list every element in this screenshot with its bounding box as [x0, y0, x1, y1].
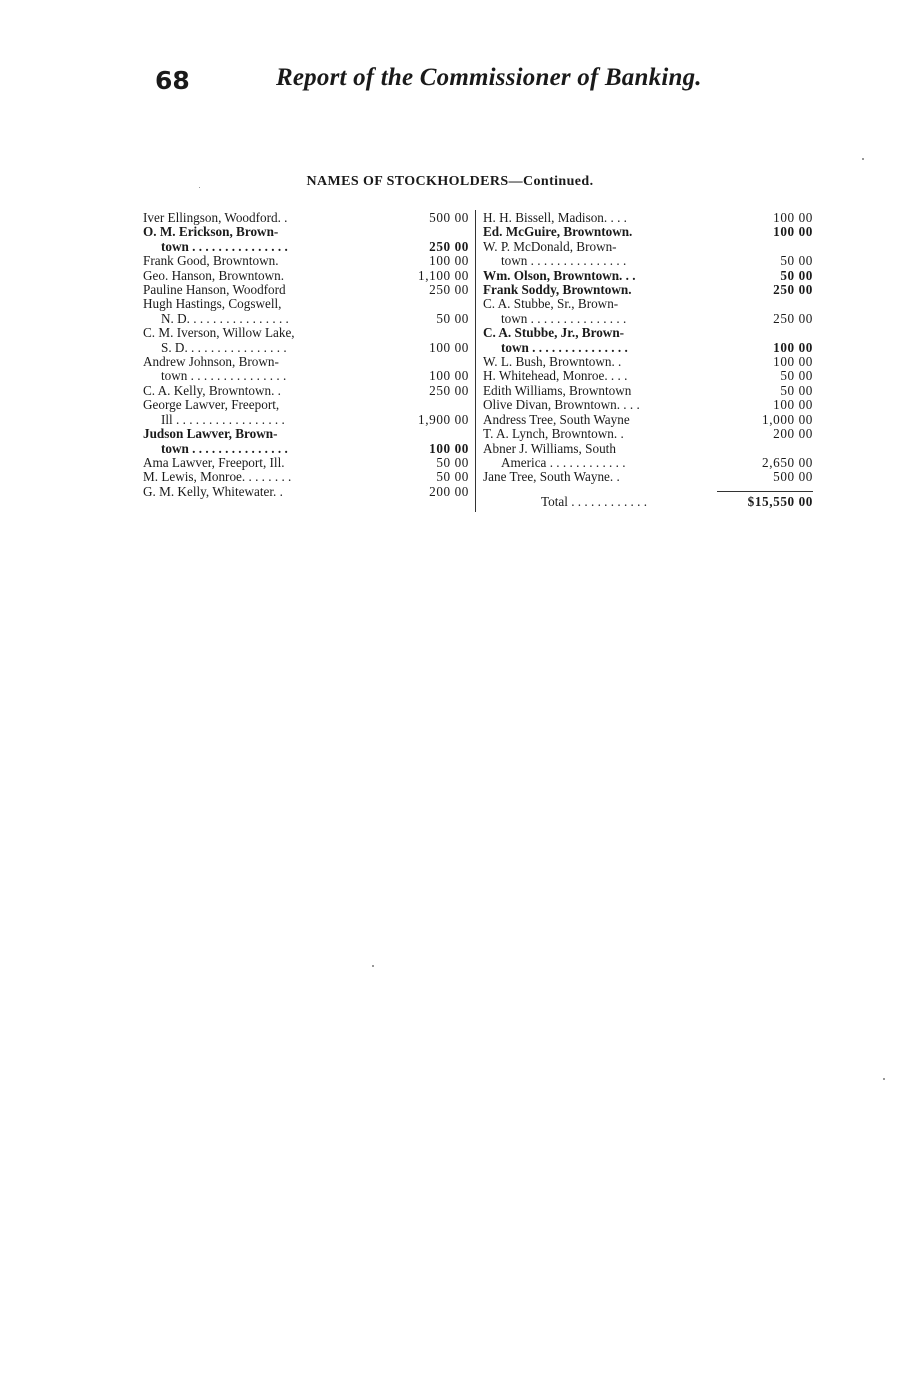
total-row: [483, 491, 813, 509]
stockholder-entry: [483, 413, 813, 427]
stockholder-name: Frank Soddy, Browntown.: [483, 282, 632, 298]
stockholder-name-continuation: town . . . . . . . . . . . . . . .: [501, 310, 627, 326]
stockholder-entry: [143, 297, 473, 326]
stockholder-entry: [143, 384, 473, 398]
stockholder-amount: 100 00: [773, 224, 813, 240]
stockholder-entry: [143, 398, 473, 427]
stockholder-name-continuation: N. D. . . . . . . . . . . . . . . .: [161, 310, 289, 326]
stockholder-amount: 2,650 00: [762, 454, 813, 470]
stockholder-amount: 100 00: [773, 339, 813, 355]
stockholder-amount: 100 00: [429, 368, 469, 384]
stockholder-entry: [483, 355, 813, 369]
stockholder-name: G. M. Kelly, Whitewater. .: [143, 483, 283, 499]
stockholder-name: Ama Lawver, Freeport, Ill.: [143, 454, 285, 470]
stockholder-amount: 250 00: [773, 310, 813, 326]
stockholder-entry: [143, 269, 473, 283]
scan-speck: [199, 187, 200, 188]
stockholder-entry: [483, 442, 813, 471]
stockholder-name: T. A. Lynch, Browntown. .: [483, 426, 624, 442]
stockholder-name: Geo. Hanson, Browntown.: [143, 267, 285, 283]
stockholder-amount: 50 00: [780, 253, 813, 269]
stockholder-name-continuation: town . . . . . . . . . . . . . . .: [161, 368, 287, 384]
stockholder-amount: 1,000 00: [762, 411, 813, 427]
stockholder-entry: [143, 427, 473, 456]
stockholder-amount: 100 00: [773, 210, 813, 225]
stockholder-amount: 500 00: [429, 210, 469, 225]
stockholder-entry: [143, 254, 473, 268]
stockholder-amount: 250 00: [773, 282, 813, 298]
stockholder-amount: 50 00: [436, 310, 469, 326]
total-label: Total . . . . . . . . . . . .: [541, 493, 648, 509]
stockholder-name-continuation: S. D. . . . . . . . . . . . . . . .: [161, 339, 287, 355]
stockholder-entry: [483, 211, 813, 225]
column-divider: [475, 210, 476, 512]
stockholder-name: George Lawver, Freeport,: [143, 397, 280, 413]
stockholder-name: C. A. Stubbe, Jr., Brown-: [483, 325, 625, 341]
stockholder-amount: 200 00: [429, 483, 469, 499]
stockholder-name-continuation: America . . . . . . . . . . . .: [501, 454, 626, 470]
stockholder-name: Jane Tree, South Wayne. .: [483, 469, 620, 485]
stockholder-entry: [483, 297, 813, 326]
page-header: [0, 66, 900, 106]
stockholder-name: C. A. Kelly, Browntown. .: [143, 382, 281, 398]
stockholder-name: Hugh Hastings, Cogswell,: [143, 296, 282, 312]
scan-speck: [862, 158, 864, 160]
stockholder-amount: 50 00: [780, 382, 813, 398]
stockholder-amount: 100 00: [773, 397, 813, 413]
stockholder-list-left: [143, 211, 473, 499]
stockholder-name: W. P. McDonald, Brown-: [483, 238, 617, 254]
stockholder-entry: [483, 369, 813, 383]
stockholder-entry: [143, 283, 473, 297]
stockholder-name: Edith Williams, Browntown: [483, 382, 632, 398]
stockholder-name-continuation: town . . . . . . . . . . . . . . .: [161, 238, 288, 254]
page-number: 68: [155, 66, 190, 95]
stockholder-name: M. Lewis, Monroe. . . . . . . .: [143, 469, 292, 485]
stockholder-entry: [143, 456, 473, 470]
stockholder-name: W. L. Bush, Browntown. .: [483, 354, 622, 370]
stockholder-name: Pauline Hanson, Woodford: [143, 282, 286, 298]
running-title: Report of the Commissioner of Banking.: [276, 64, 702, 91]
stockholder-name: Andress Tree, South Wayne: [483, 411, 630, 427]
section-title: NAMES OF STOCKHOLDERS—Continued.: [306, 174, 594, 189]
stockholder-entry: [143, 326, 473, 355]
stockholder-name: Olive Divan, Browntown. . . .: [483, 397, 640, 413]
stockholder-amount: 1,900 00: [418, 411, 469, 427]
stockholder-name: Wm. Olson, Browntown. . .: [483, 267, 636, 283]
stockholder-amount: 50 00: [780, 368, 813, 384]
stockholder-amount: 250 00: [429, 382, 469, 398]
stockholder-name: Ed. McGuire, Browntown.: [483, 224, 633, 240]
stockholder-list-right: [483, 211, 813, 509]
stockholder-amount: 50 00: [780, 267, 813, 283]
stockholder-name: H. Whitehead, Monroe. . . .: [483, 368, 628, 384]
stockholder-name: H. H. Bissell, Madison. . . .: [483, 210, 627, 225]
stockholder-entry: [483, 283, 813, 297]
stockholder-entry: [483, 269, 813, 283]
stockholder-name: C. M. Iverson, Willow Lake,: [143, 325, 295, 341]
stockholder-entry: [483, 384, 813, 398]
stockholder-amount: 500 00: [773, 469, 813, 485]
total-amount: $15,550 00: [747, 493, 813, 509]
stockholder-name-continuation: town . . . . . . . . . . . . . . .: [161, 440, 288, 456]
stockholder-amount: 100 00: [429, 440, 469, 456]
stockholder-name: Iver Ellingson, Woodford. .: [143, 210, 288, 225]
stockholder-name: Frank Good, Browntown.: [143, 253, 279, 269]
stockholder-entry: [143, 470, 473, 484]
stockholder-amount: 50 00: [436, 454, 469, 470]
stockholder-amount: 50 00: [436, 469, 469, 485]
stockholder-amount: 100 00: [429, 253, 469, 269]
stockholder-name: Judson Lawver, Brown-: [143, 426, 278, 442]
stockholder-name: Andrew Johnson, Brown-: [143, 354, 279, 370]
stockholder-amount: 250 00: [429, 238, 469, 254]
stockholder-entry: [483, 240, 813, 269]
stockholder-entry: [483, 225, 813, 239]
stockholder-entry: [143, 225, 473, 254]
stockholder-amount: 200 00: [773, 426, 813, 442]
stockholder-name-continuation: town . . . . . . . . . . . . . . .: [501, 339, 628, 355]
stockholder-name: O. M. Erickson, Brown-: [143, 224, 279, 240]
stockholder-amount: 250 00: [429, 282, 469, 298]
scan-speck: [372, 965, 374, 967]
stockholder-name: Abner J. Williams, South: [483, 440, 616, 456]
stockholder-entry: [143, 355, 473, 384]
stockholder-name: C. A. Stubbe, Sr., Brown-: [483, 296, 619, 312]
stockholder-entry: [143, 211, 473, 225]
stockholder-entry: [143, 485, 473, 499]
scan-speck: [883, 1078, 885, 1080]
stockholder-entry: [483, 427, 813, 441]
stockholder-amount: 100 00: [773, 354, 813, 370]
stockholder-entry: [483, 326, 813, 355]
stockholder-name-continuation: Ill . . . . . . . . . . . . . . . . .: [161, 411, 285, 427]
stockholder-name-continuation: town . . . . . . . . . . . . . . .: [501, 253, 627, 269]
stockholder-amount: 100 00: [429, 339, 469, 355]
stockholder-entry: [483, 398, 813, 412]
total-rule: [717, 491, 813, 492]
stockholder-entry: [483, 470, 813, 484]
stockholder-amount: 1,100 00: [418, 267, 469, 283]
